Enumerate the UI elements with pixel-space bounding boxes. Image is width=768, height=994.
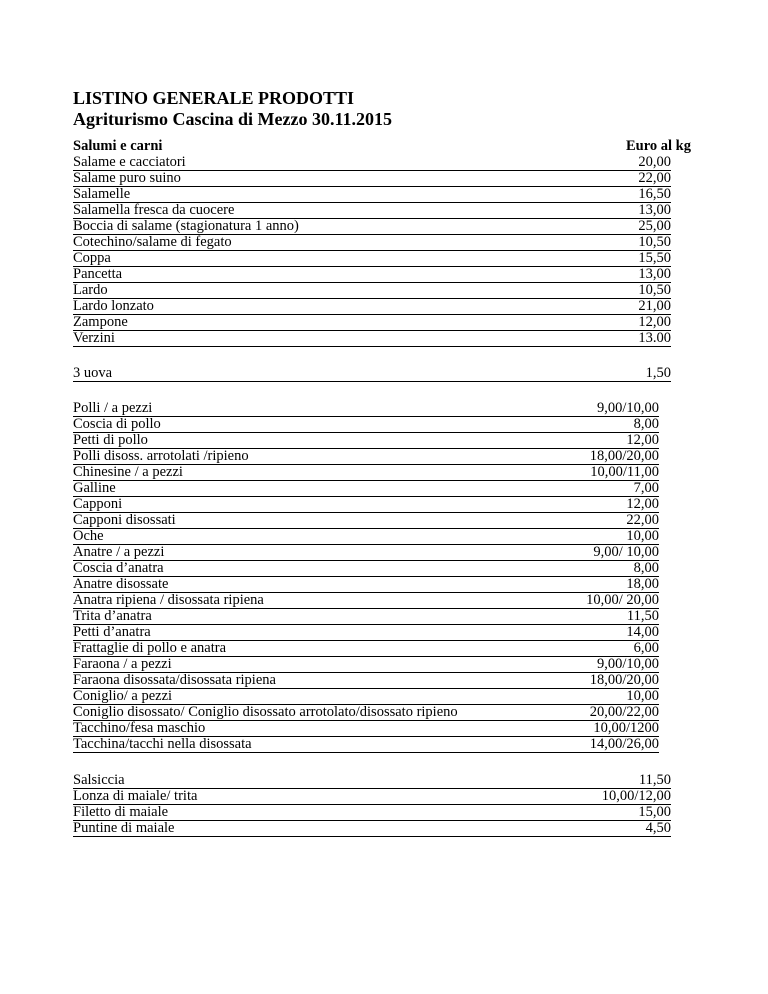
price-row (73, 560, 659, 577)
product-price: 10,50 (638, 234, 671, 250)
product-price: 10,00/ 20,00 (586, 592, 659, 608)
price-row (73, 528, 659, 545)
price-row (73, 720, 659, 737)
product-name: Zampone (73, 314, 128, 330)
product-price: 8,00 (633, 416, 659, 432)
price-row (73, 820, 671, 837)
price-row (73, 656, 659, 673)
product-name: Coscia di pollo (73, 416, 161, 432)
price-row (73, 400, 659, 417)
product-price: 14,00/26,00 (589, 736, 659, 752)
price-row (73, 298, 671, 315)
product-price: 6,00 (633, 640, 659, 656)
price-row (73, 772, 671, 789)
product-name: Capponi (73, 496, 123, 512)
price-row (73, 154, 671, 171)
price-row (73, 202, 671, 219)
price-row (73, 416, 659, 433)
product-price: 7,00 (633, 480, 659, 496)
product-price: 9,00/10,00 (596, 400, 659, 416)
price-row (73, 608, 659, 625)
product-price: 22,00 (638, 170, 671, 186)
product-name: 3 uova (73, 365, 113, 381)
product-price: 12,00 (638, 314, 671, 330)
product-price: 10,00 (626, 528, 659, 544)
product-price: 10,00/12,00 (601, 788, 671, 804)
section-header-salumi (73, 138, 691, 154)
product-name: Boccia di salame (stagionatura 1 anno) (73, 218, 299, 234)
price-row (73, 592, 659, 609)
price-row (73, 330, 671, 347)
product-name: Pancetta (73, 266, 123, 282)
product-name: Salamelle (73, 186, 131, 202)
product-name: Salame e cacciatori (73, 154, 186, 170)
product-name: Tacchino/fesa maschio (73, 720, 206, 736)
price-row (73, 640, 659, 657)
price-row (73, 186, 671, 203)
product-name: Polli / a pezzi (73, 400, 153, 416)
price-row (73, 314, 671, 331)
product-price: 15,50 (638, 250, 671, 266)
product-price: 25,00 (638, 218, 671, 234)
price-row (73, 464, 659, 481)
price-row (73, 544, 659, 561)
product-price: 13,00 (638, 266, 671, 282)
price-row (73, 496, 659, 513)
product-name: Galline (73, 480, 116, 496)
product-price: 9,00/10,00 (596, 656, 659, 672)
product-price: 22,00 (626, 512, 659, 528)
price-row (73, 624, 659, 641)
product-name: Coppa (73, 250, 111, 266)
product-name: Anatre disossate (73, 576, 169, 592)
product-name: Lardo (73, 282, 108, 298)
product-name: Coniglio/ a pezzi (73, 688, 173, 704)
product-name: Salamella fresca da cuocere (73, 202, 235, 218)
product-name: Anatre / a pezzi (73, 544, 165, 560)
price-row (73, 804, 671, 821)
price-row (73, 672, 659, 689)
product-name: Verzini (73, 330, 115, 346)
price-row (73, 250, 671, 267)
product-price: 15,00 (638, 804, 671, 820)
product-name: Chinesine / a pezzi (73, 464, 183, 480)
product-price: 11,50 (638, 772, 671, 788)
product-name: Tacchina/tacchi nella disossata (73, 736, 252, 752)
product-price: 10,00/11,00 (590, 464, 659, 480)
product-price: 20,00 (638, 154, 671, 170)
product-name: Salame puro suino (73, 170, 181, 186)
product-price: 18,00/20,00 (589, 448, 659, 464)
product-price: 10,50 (638, 282, 671, 298)
product-name: Petti d’anatra (73, 624, 151, 640)
product-price: 13.00 (638, 330, 671, 346)
product-price: 18,00/20,00 (589, 672, 659, 688)
product-name: Filetto di maiale (73, 804, 169, 820)
document-subtitle: Agriturismo Cascina di Mezzo 30.11.2015 (73, 109, 392, 129)
price-row (73, 234, 671, 251)
product-name: Faraona disossata/disossata ripiena (73, 672, 276, 688)
price-row (73, 704, 659, 721)
product-name: Oche (73, 528, 104, 544)
price-row (73, 688, 659, 705)
product-price: 10,00 (626, 688, 659, 704)
product-name: Coscia d’anatra (73, 560, 164, 576)
product-name: Faraona / a pezzi (73, 656, 172, 672)
price-row (73, 480, 659, 497)
price-row (73, 282, 671, 299)
price-row (73, 432, 659, 449)
product-price: 13,00 (638, 202, 671, 218)
price-row (73, 218, 671, 235)
unit-label: Euro al kg (625, 138, 691, 154)
product-price: 9,00/ 10,00 (593, 544, 659, 560)
product-name: Polli disoss. arrotolati /ripieno (73, 448, 249, 464)
price-row (73, 170, 671, 187)
price-row (73, 512, 659, 529)
product-name: Petti di pollo (73, 432, 148, 448)
product-price: 1,50 (645, 365, 671, 381)
product-price: 14,00 (626, 624, 659, 640)
product-name: Coniglio disossato/ Coniglio disossato arrotolato/disossato ripieno (73, 704, 458, 720)
document-title: LISTINO GENERALE PRODOTTI (73, 88, 355, 108)
price-row (73, 266, 671, 283)
price-row (73, 788, 671, 805)
product-name: Lardo lonzato (73, 298, 154, 314)
product-price: 18,00 (626, 576, 659, 592)
product-price: 20,00/22,00 (589, 704, 659, 720)
product-price: 10,00/1200 (593, 720, 659, 736)
product-name: Cotechino/salame di fegato (73, 234, 232, 250)
section-header-label: Salumi e carni (73, 138, 163, 154)
product-price: 8,00 (633, 560, 659, 576)
price-row (73, 736, 659, 753)
product-price: 11,50 (626, 608, 659, 624)
product-price: 4,50 (645, 820, 671, 836)
product-name: Lonza di maiale/ trita (73, 788, 198, 804)
product-price: 21,00 (638, 298, 671, 314)
product-name: Salsiccia (73, 772, 125, 788)
product-name: Trita d’anatra (73, 608, 152, 624)
product-name: Anatra ripiena / disossata ripiena (73, 592, 264, 608)
product-price: 12,00 (626, 432, 659, 448)
price-row (73, 448, 659, 465)
price-row-eggs (73, 365, 671, 382)
product-price: 16,50 (638, 186, 671, 202)
price-row (73, 576, 659, 593)
product-name: Frattaglie di pollo e anatra (73, 640, 227, 656)
product-price: 12,00 (626, 496, 659, 512)
product-name: Capponi disossati (73, 512, 176, 528)
product-name: Puntine di maiale (73, 820, 175, 836)
